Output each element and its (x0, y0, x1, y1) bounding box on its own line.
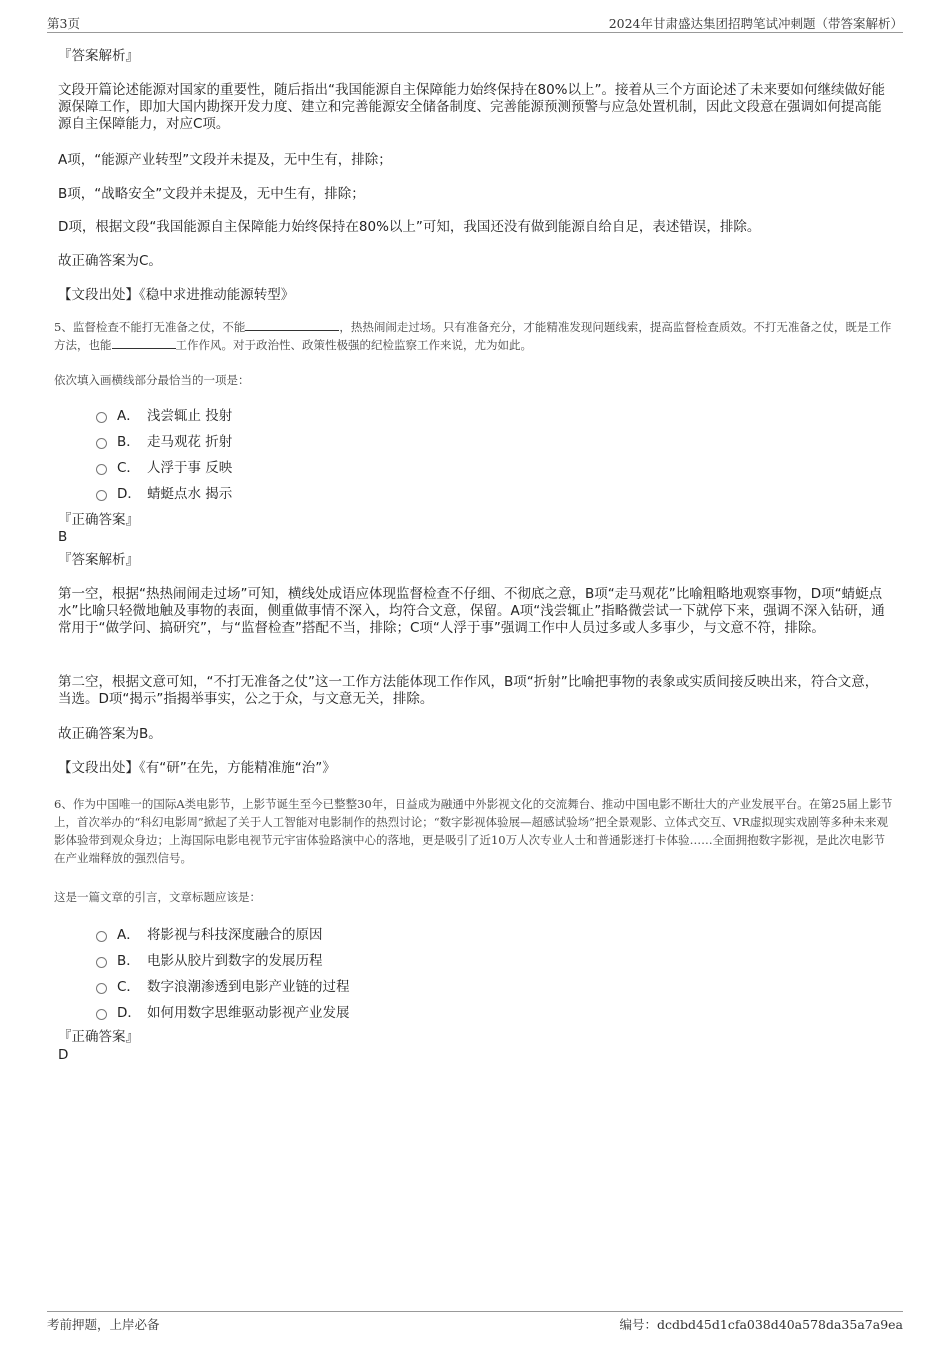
option-letter: A． (117, 408, 140, 424)
q6-prompt: 这是一篇文章的引言，文章标题应该是： (54, 890, 261, 904)
option-text: 如何用数字思维驱动影视产业发展 (147, 1005, 350, 1021)
option-text: 蜻蜓点水 揭示 (147, 486, 233, 502)
document-title: 2024年甘肃盛达集团招聘笔试冲刺题（带答案解析） (608, 16, 903, 31)
option-text: 走马观花 折射 (147, 434, 233, 450)
q4-analysis-label: 『答案解析』 (58, 48, 139, 64)
q6-option-a[interactable] (96, 920, 350, 946)
radio-icon[interactable] (96, 983, 107, 994)
page-footer (47, 1311, 903, 1332)
radio-icon[interactable] (96, 438, 107, 449)
q5-answer-label: 『正确答案』 (58, 512, 139, 528)
option-letter: D． (117, 1005, 141, 1021)
q6-question-text: 6、作为中国唯一的国际A类电影节，上影节诞生至今已整整30年，日益成为融通中外影视文化的交流舞台、推动中国电影不断壮大的产业发展平台。在第25届上影节上，首次举办的“科幻电影周”掀起了关于人工智能对电影制作的热烈讨论；“数字影视体验展—超感试验场”把全景观影、立体式交互、VR虚拟现实戏剧等多种未来观影体验带到观众身边；上海国际电影电视节元宇宙体验路演中心的落地，更是吸引了近10万人次专业人士和普通影迷打卡体验……全面拥抱数字影视，是此次电影节在产业端释放的强烈信号。 (54, 797, 893, 865)
q4-source (58, 287, 888, 304)
q4-line-d: D项，根据文段“我国能源自主保障能力始终保持在80%以上”可知，我国还没有做到能源自给自足，表述错误，排除。 (58, 219, 761, 235)
q6-answer: D (58, 1047, 69, 1063)
q4-conclusion: 故正确答案为C。 (58, 253, 162, 269)
option-letter: A． (117, 927, 140, 943)
q6-option-d[interactable] (96, 998, 350, 1024)
option-text: 浅尝辄止 投射 (147, 408, 233, 424)
q5-text-part3: 工作作风。对于政治性、政策性极强的纪检监察工作来说，尤为如此。 (175, 338, 532, 352)
option-text: 电影从胶片到数字的发展历程 (147, 953, 323, 969)
q4-source-label: 【文段出处】 (58, 287, 139, 303)
q5-blank-1 (245, 318, 339, 331)
radio-icon[interactable] (96, 464, 107, 475)
radio-icon[interactable] (96, 1009, 107, 1020)
q4-source-title: 《稳中求进推动能源转型》 (139, 287, 295, 303)
radio-icon[interactable] (96, 931, 107, 942)
option-text: 将影视与科技深度融合的原因 (147, 927, 323, 943)
option-letter: B． (117, 434, 140, 450)
footer-code: 编号：dcdbd45d1cfa038d40a578da35a7a9ea (619, 1317, 903, 1332)
option-letter: C． (117, 979, 140, 995)
q5-question-text (54, 318, 894, 354)
q4-line-a: A项，“能源产业转型”文段并未提及，无中生有，排除； (58, 152, 392, 168)
q5-conclusion: 故正确答案为B。 (58, 726, 162, 742)
q5-answer: B (58, 529, 68, 545)
option-letter: D． (117, 486, 141, 502)
q5-analysis-para2: 第二空，根据文意可知，“不打无准备之仗”这一工作方法能体现工作作风，B项“折射”比喻把事物的表象或实质间接反映出来，符合文意，当选。D项“揭示”指揭举事实，公之于众，与文意无关，排除。 (58, 674, 879, 707)
q6-options (96, 920, 350, 1024)
q4-line-b: B项，“战略安全”文段并未提及，无中生有，排除； (58, 186, 365, 202)
q5-option-b[interactable] (96, 427, 232, 453)
radio-icon[interactable] (96, 412, 107, 423)
option-text: 人浮于事 反映 (147, 460, 233, 476)
option-text: 数字浪潮渗透到电影产业链的过程 (147, 979, 350, 995)
q5-source-label: 【文段出处】 (58, 760, 139, 776)
q6-answer-label: 『正确答案』 (58, 1029, 139, 1045)
q5-text-part2: ，热热闹闹走过场。只有准备充分，才能精准发现问题线索，提高监督检查质效。不打无准备之仗，既是工作方法，也能 (54, 320, 892, 352)
q5-text-part1: 5、监督检查不能打无准备之仗，不能 (54, 320, 246, 334)
q4-analysis-para1: 文段开篇论述能源对国家的重要性，随后指出“我国能源自主保障能力始终保持在80%以上”。接着从三个方面论述了未来要如何继续做好能源保障工作，即加大国内勘探开发力度、建立和完善能源安全储备制度、完善能源预测预警与应急处置机制，因此文段意在强调如何提高能源自主保障能力，对应C项。 (58, 82, 885, 132)
option-letter: C． (117, 460, 140, 476)
q5-prompt: 依次填入画横线部分最恰当的一项是： (54, 373, 250, 387)
q5-analysis-label: 『答案解析』 (58, 552, 139, 568)
q5-option-d[interactable] (96, 479, 232, 505)
q5-blank-2 (112, 336, 176, 349)
radio-icon[interactable] (96, 490, 107, 501)
radio-icon[interactable] (96, 957, 107, 968)
q6-option-b[interactable] (96, 946, 350, 972)
q6-option-c[interactable] (96, 972, 350, 998)
q5-options (96, 401, 232, 505)
q5-source (58, 760, 888, 777)
footer-slogan: 考前押题，上岸必备 (47, 1317, 160, 1332)
q5-option-a[interactable] (96, 401, 232, 427)
q5-option-c[interactable] (96, 453, 232, 479)
page-header (47, 14, 903, 33)
page-number: 第3页 (47, 16, 80, 31)
q5-analysis-para1: 第一空，根据“热热闹闹走过场”可知，横线处成语应体现监督检查不仔细、不彻底之意，B项“走马观花”比喻粗略地观察事物，D项“蜻蜓点水”比喻只轻微地触及事物的表面，侧重做事情不深入，均符合文意，保留。A项“浅尝辄止”指略微尝试一下就停下来，强调不深入钻研，通常用于“做学问、搞研究”，与“监督检查”搭配不当，排除；C项“人浮于事”强调工作中人员过多或人多事少，与文意不符，排除。 (58, 586, 885, 636)
q5-source-title: 《有“研”在先，方能精准施“治”》 (139, 760, 336, 776)
option-letter: B． (117, 953, 140, 969)
